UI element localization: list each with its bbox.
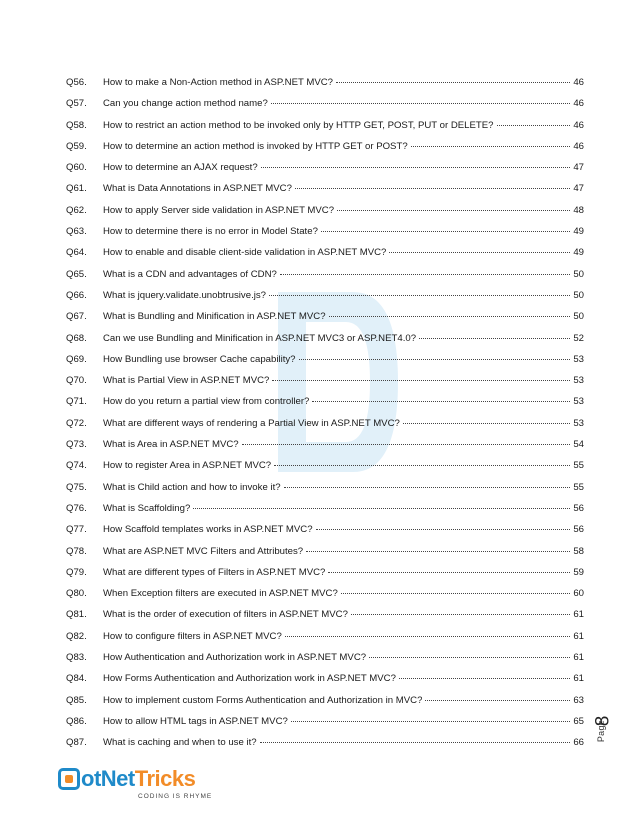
toc-entry[interactable] [66, 455, 584, 476]
dot-leader [306, 551, 570, 552]
question-number: Q70. [66, 375, 87, 387]
question-title[interactable]: What is Bundling and Minification in ASP.NET MVC? [103, 311, 326, 323]
logo-text-tricks: Tricks [134, 766, 196, 791]
question-number: Q85. [66, 694, 87, 706]
question-title[interactable]: How to restrict an action method to be invoked only by HTTP GET, POST, PUT or DELETE? [103, 119, 494, 131]
toc-entry[interactable] [66, 690, 584, 711]
question-number: Q77. [66, 524, 87, 536]
dot-leader [284, 487, 571, 488]
page-reference[interactable]: 53 [573, 417, 584, 429]
toc-entry[interactable] [66, 711, 584, 732]
question-title[interactable]: What is Scaffolding? [103, 502, 191, 514]
question-title[interactable]: How to allow HTML tags in ASP.NET MVC? [103, 715, 288, 727]
question-number: Q84. [66, 673, 87, 685]
question-title[interactable]: How do you return a partial view from controller? [103, 396, 310, 408]
page-number-label [592, 712, 622, 752]
question-number: Q74. [66, 460, 87, 472]
question-title[interactable]: How to make a Non-Action method in ASP.NET MVC? [103, 77, 334, 88]
toc-entry[interactable] [66, 541, 584, 562]
dot-leader [272, 380, 570, 381]
question-title[interactable]: What is a CDN and advantages of CDN? [103, 268, 277, 280]
d-logo-icon [58, 768, 80, 790]
toc-entry[interactable] [66, 732, 584, 753]
page-reference[interactable]: 54 [573, 439, 584, 451]
page-reference[interactable]: 61 [573, 673, 584, 685]
question-number: Q64. [66, 247, 87, 259]
dot-leader [295, 188, 570, 189]
question-number: Q73. [66, 439, 87, 451]
page-number: 8 [592, 715, 614, 727]
question-number: Q62. [66, 204, 87, 216]
toc-entry[interactable] [66, 604, 584, 625]
page-reference[interactable]: 56 [573, 502, 584, 514]
page-reference[interactable]: 66 [573, 737, 584, 749]
question-number: Q65. [66, 268, 87, 280]
page-reference[interactable]: 46 [573, 140, 584, 152]
toc-entry[interactable] [66, 349, 584, 370]
toc-entry[interactable] [66, 242, 584, 263]
question-title[interactable]: Can you change action method name? [103, 98, 268, 110]
question-title[interactable]: What is Data Annotations in ASP.NET MVC? [103, 183, 292, 195]
question-number: Q87. [66, 737, 87, 749]
page-reference[interactable]: 55 [573, 460, 584, 472]
dot-leader [497, 125, 571, 126]
page-reference[interactable]: 61 [573, 630, 584, 642]
question-number: Q58. [66, 119, 87, 131]
toc-entry[interactable] [66, 285, 584, 306]
page-reference[interactable]: 53 [573, 375, 584, 387]
question-title[interactable]: What is Child action and how to invoke it? [103, 481, 281, 493]
question-title[interactable]: How to enable and disable client-side validation in ASP.NET MVC? [103, 247, 387, 259]
page-reference[interactable]: 52 [573, 332, 584, 344]
page-reference[interactable]: 59 [573, 566, 584, 578]
question-title[interactable]: What are ASP.NET MVC Filters and Attributes? [103, 545, 304, 557]
page-reference[interactable]: 50 [573, 268, 584, 280]
dot-leader [399, 678, 570, 679]
toc-entry[interactable] [66, 306, 584, 327]
question-title[interactable]: What is Partial View in ASP.NET MVC? [103, 375, 270, 387]
toc-entry[interactable] [66, 115, 584, 136]
dot-leader [299, 359, 571, 360]
page-reference[interactable]: 46 [573, 77, 584, 88]
page-word: Page [596, 719, 607, 743]
page-reference[interactable]: 53 [573, 353, 584, 365]
page-reference[interactable]: 63 [573, 694, 584, 706]
question-number: Q78. [66, 545, 87, 557]
dot-leader [403, 423, 570, 424]
question-number: Q69. [66, 353, 87, 365]
dot-leader [261, 167, 571, 168]
question-number: Q59. [66, 140, 87, 152]
question-title[interactable]: What is jquery.validate.unobtrusive.js? [103, 289, 266, 301]
question-number: Q71. [66, 396, 87, 408]
dot-leader [411, 146, 571, 147]
page-reference[interactable]: 46 [573, 98, 584, 110]
dot-leader [337, 210, 570, 211]
toc-entry[interactable] [66, 391, 584, 412]
question-title[interactable]: How Bundling use browser Cache capability? [103, 353, 296, 365]
toc-entry[interactable] [66, 328, 584, 349]
logo-text-dotnet: otNet [81, 766, 135, 791]
toc-entry[interactable] [66, 434, 584, 455]
toc-entry[interactable] [66, 477, 584, 498]
dot-leader [351, 614, 570, 615]
question-title[interactable]: What are different ways of rendering a Partial View in ASP.NET MVC? [103, 417, 400, 429]
page-reference[interactable]: 53 [573, 396, 584, 408]
page-reference[interactable]: 58 [573, 545, 584, 557]
toc-entry[interactable] [66, 519, 584, 540]
dotnettricks-logo [58, 766, 228, 806]
dot-leader [274, 465, 570, 466]
question-number: Q63. [66, 226, 87, 238]
dot-leader [242, 444, 571, 445]
toc-entry[interactable] [66, 200, 584, 221]
question-number: Q83. [66, 652, 87, 664]
toc-entry[interactable] [66, 583, 584, 604]
toc-entry[interactable] [66, 264, 584, 285]
toc-entry[interactable] [66, 413, 584, 434]
toc-entry[interactable] [66, 157, 584, 178]
page-reference[interactable]: 49 [573, 247, 584, 259]
toc-entry[interactable] [66, 93, 584, 114]
question-title[interactable]: How to determine an action method is invoked by HTTP GET or POST? [103, 140, 408, 152]
dot-leader [341, 593, 571, 594]
dot-leader [425, 700, 570, 701]
dot-leader [193, 508, 570, 509]
page-reference[interactable]: 46 [573, 119, 584, 131]
toc-entry[interactable] [66, 178, 584, 199]
dot-leader [321, 231, 570, 232]
question-number: Q79. [66, 566, 87, 578]
toc-entry[interactable] [66, 626, 584, 647]
page-reference[interactable]: 65 [573, 715, 584, 727]
question-title[interactable]: What is Area in ASP.NET MVC? [103, 439, 239, 451]
page-reference[interactable]: 50 [573, 311, 584, 323]
dot-leader [369, 657, 570, 658]
question-number: Q61. [66, 183, 87, 195]
question-number: Q76. [66, 502, 87, 514]
dot-leader [389, 252, 570, 253]
page-reference[interactable]: 60 [573, 588, 584, 600]
dot-leader [285, 636, 571, 637]
question-title[interactable]: When Exception filters are executed in ASP.NET MVC? [103, 588, 338, 600]
dot-leader [336, 82, 570, 83]
question-title[interactable]: How Scaffold templates works in ASP.NET MVC? [103, 524, 313, 536]
question-number: Q60. [66, 162, 87, 174]
page-reference[interactable]: 55 [573, 481, 584, 493]
dot-leader [328, 572, 570, 573]
toc-entry[interactable] [66, 668, 584, 689]
question-title[interactable]: How to determine there is no error in Model State? [103, 226, 318, 238]
question-number: Q56. [66, 77, 87, 88]
question-number: Q75. [66, 481, 87, 493]
question-title[interactable]: What are different types of Filters in ASP.NET MVC? [103, 566, 326, 578]
question-title[interactable]: How to implement custom Forms Authentication and Authorization in MVC? [103, 694, 423, 706]
question-number: Q67. [66, 311, 87, 323]
page-reference[interactable]: 49 [573, 226, 584, 238]
question-number: Q72. [66, 417, 87, 429]
dot-leader [316, 529, 571, 530]
page-reference[interactable]: 61 [573, 652, 584, 664]
question-number: Q81. [66, 609, 87, 621]
dot-leader [260, 742, 571, 743]
question-title[interactable]: How to determine an AJAX request? [103, 162, 258, 174]
dot-leader [312, 401, 570, 402]
page-reference[interactable]: 47 [573, 183, 584, 195]
dot-leader [291, 721, 570, 722]
dot-leader [419, 338, 570, 339]
toc-entry[interactable] [66, 562, 584, 583]
page-reference[interactable]: 50 [573, 289, 584, 301]
table-of-contents [66, 72, 584, 754]
question-title[interactable]: How Authentication and Authorization work in ASP.NET MVC? [103, 652, 367, 664]
toc-entry[interactable] [66, 370, 584, 391]
toc-entry[interactable] [66, 498, 584, 519]
question-title[interactable]: What is the order of execution of filters in ASP.NET MVC? [103, 609, 348, 621]
question-title[interactable]: How Forms Authentication and Authorization work in ASP.NET MVC? [103, 673, 396, 685]
page-reference[interactable]: 56 [573, 524, 584, 536]
dot-leader [271, 103, 571, 104]
question-number: Q66. [66, 289, 87, 301]
page-reference[interactable]: 48 [573, 204, 584, 216]
page-reference[interactable]: 61 [573, 609, 584, 621]
toc-entry[interactable] [66, 136, 584, 157]
question-title[interactable]: How to apply Server side validation in ASP.NET MVC? [103, 204, 335, 216]
logo-tagline: CODING IS RHYME [138, 793, 213, 800]
toc-entry[interactable] [66, 647, 584, 668]
question-title[interactable]: Can we use Bundling and Minification in ASP.NET MVC3 or ASP.NET4.0? [103, 332, 417, 344]
dot-leader [329, 316, 571, 317]
question-title[interactable]: How to configure filters in ASP.NET MVC? [103, 630, 282, 642]
question-number: Q80. [66, 588, 87, 600]
question-number: Q86. [66, 715, 87, 727]
dot-leader [280, 274, 570, 275]
toc-entry[interactable] [66, 221, 584, 242]
toc-entry[interactable] [66, 72, 584, 93]
page-reference[interactable]: 47 [573, 162, 584, 174]
question-number: Q82. [66, 630, 87, 642]
question-title[interactable]: How to register Area in ASP.NET MVC? [103, 460, 272, 472]
dot-leader [269, 295, 570, 296]
question-number: Q68. [66, 332, 87, 344]
question-number: Q57. [66, 98, 87, 110]
question-title[interactable]: What is caching and when to use it? [103, 737, 257, 749]
